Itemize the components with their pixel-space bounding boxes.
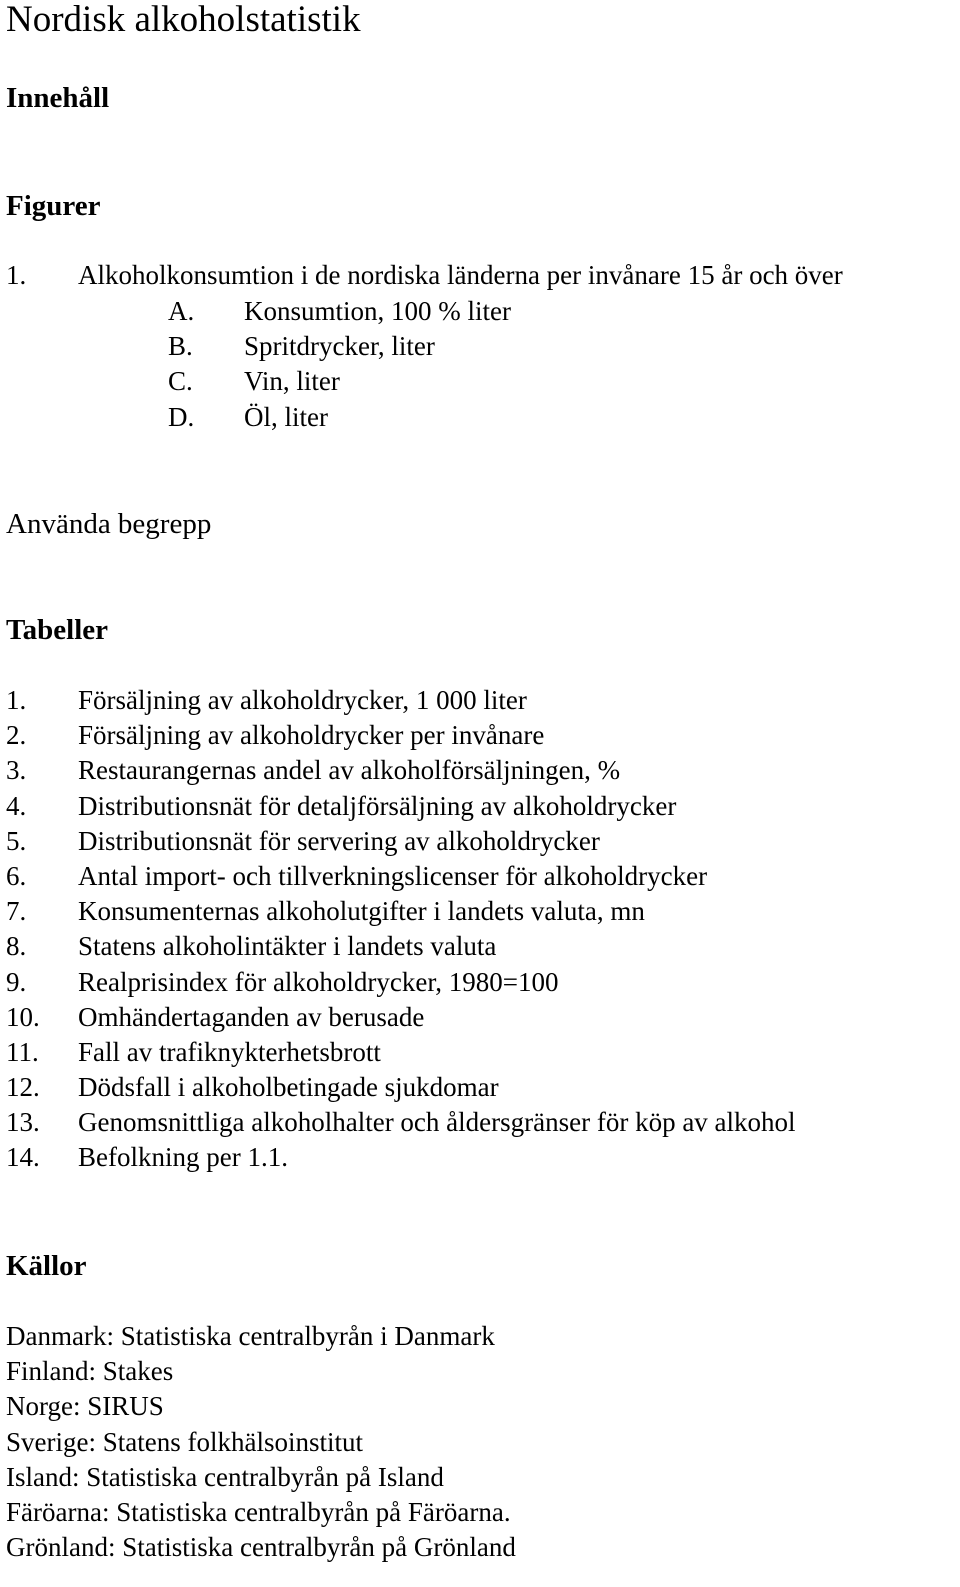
source-item-gronland: Grönland: Statistiska centralbyrån på Grönland <box>6 1532 516 1563</box>
table-number: 3. <box>6 755 27 786</box>
table-number: 8. <box>6 931 27 962</box>
table-label: Försäljning av alkoholdrycker, 1 000 liter <box>78 685 527 715</box>
table-number: 13. <box>6 1107 40 1138</box>
table-number: 2. <box>6 720 27 751</box>
figure-label: Alkoholkonsumtion i de nordiska länderna per invånare 15 år och över <box>78 260 843 290</box>
table-label: Genomsnittliga alkoholhalter och åldersgränser för köp av alkohol <box>78 1107 796 1138</box>
table-number: 7. <box>6 896 27 927</box>
figures-heading: Figurer <box>6 190 101 222</box>
table-number: 12. <box>6 1072 40 1103</box>
table-number: 1. <box>6 685 27 715</box>
source-item-norge: Norge: SIRUS <box>6 1391 164 1422</box>
document-title: Nordisk alkoholstatistik <box>6 0 361 40</box>
subitem-label: Konsumtion, 100 % liter <box>244 296 511 326</box>
table-label: Konsumenternas alkoholutgifter i landets valuta, mn <box>78 896 645 927</box>
concepts-heading: Använda begrepp <box>6 508 212 540</box>
table-label: Restaurangernas andel av alkoholförsäljningen, % <box>78 755 621 786</box>
table-number: 11. <box>6 1036 39 1067</box>
subitem-letter: A. <box>168 296 195 326</box>
table-number: 14. <box>6 1142 40 1173</box>
table-label: Statens alkoholintäkter i landets valuta <box>78 931 497 962</box>
tables-heading: Tabeller <box>6 614 109 646</box>
sources-heading: Källor <box>6 1250 87 1282</box>
table-number: 10. <box>6 1001 40 1032</box>
subitem-label: Spritdrycker, liter <box>244 331 435 362</box>
table-label: Distributionsnät för servering av alkoholdrycker <box>78 825 600 856</box>
source-item-island: Island: Statistiska centralbyrån på Island <box>6 1461 444 1492</box>
table-label: Försäljning av alkoholdrycker per invånare <box>78 720 545 751</box>
figure-number: 1. <box>6 260 27 290</box>
table-label: Dödsfall i alkoholbetingade sjukdomar <box>78 1072 499 1103</box>
sources-list <box>6 1319 516 1565</box>
source-item-faroarna: Färöarna: Statistiska centralbyrån på Färöarna. <box>6 1496 511 1527</box>
table-label: Omhändertaganden av berusade <box>78 1001 425 1032</box>
table-label: Fall av trafiknykterhetsbrott <box>78 1036 381 1067</box>
table-label: Distributionsnät för detaljförsäljning av alkoholdrycker <box>78 790 677 821</box>
table-label: Antal import- och tillverkningslicenser för alkoholdrycker <box>78 860 708 891</box>
source-item-finland: Finland: Stakes <box>6 1356 174 1387</box>
subitem-label: Öl, liter <box>244 401 328 432</box>
table-label: Befolkning per 1.1. <box>78 1142 288 1173</box>
table-number: 5. <box>6 825 27 856</box>
contents-heading: Innehåll <box>6 82 110 114</box>
table-number: 9. <box>6 966 27 997</box>
subitem-label: Vin, liter <box>244 366 340 397</box>
table-number: 6. <box>6 860 27 891</box>
subitem-letter: D. <box>168 401 195 432</box>
subitem-letter: C. <box>168 366 193 397</box>
table-number: 4. <box>6 790 27 821</box>
table-label: Realprisindex för alkoholdrycker, 1980=100 <box>78 966 559 997</box>
source-item-danmark: Danmark: Statistiska centralbyrån i Danmark <box>6 1321 495 1351</box>
source-item-sverige: Sverige: Statens folkhälsoinstitut <box>6 1426 363 1457</box>
subitem-letter: B. <box>168 331 193 362</box>
